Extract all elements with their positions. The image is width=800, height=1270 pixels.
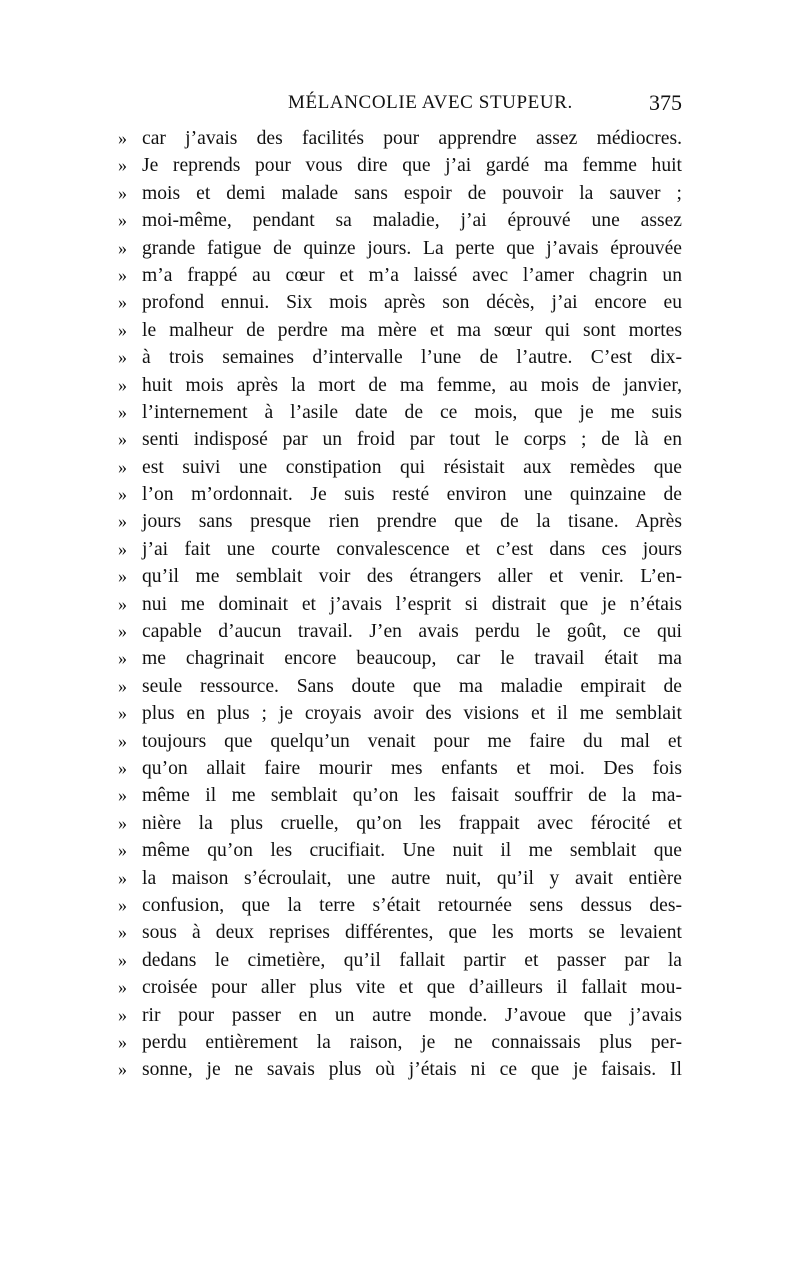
quotation-marker: » bbox=[118, 867, 127, 888]
line-text: sonne, je ne savais plus où j’étais ni ce que je faisais. Il bbox=[142, 1059, 682, 1081]
line-text: j’ai fait une courte convalescence et c’est dans ces jours bbox=[142, 538, 682, 560]
quotation-marker: » bbox=[118, 292, 127, 313]
text-line bbox=[118, 180, 682, 207]
line-text: même il me semblait qu’on les faisait souffrir de la ma- bbox=[142, 785, 682, 807]
line-text: le malheur de perdre ma mère et ma sœur qui sont mortes bbox=[142, 319, 682, 341]
line-text: sous à deux reprises différentes, que les morts se levaient bbox=[142, 922, 682, 944]
quotation-marker: » bbox=[118, 949, 127, 970]
quotation-marker: » bbox=[118, 1031, 127, 1052]
text-line bbox=[118, 755, 682, 782]
text-line bbox=[118, 235, 682, 262]
line-text: dedans le cimetière, qu’il fallait partir et passer par la bbox=[142, 949, 682, 971]
line-text: senti indisposé par un froid par tout le corps ; de là en bbox=[142, 429, 682, 451]
running-head bbox=[120, 92, 682, 118]
quotation-marker: » bbox=[118, 703, 127, 724]
text-line bbox=[118, 125, 682, 152]
text-line bbox=[118, 289, 682, 316]
quotation-marker: » bbox=[118, 922, 127, 943]
line-text: la maison s’écroulait, une autre nuit, qu’il y avait entière bbox=[142, 867, 682, 889]
text-line bbox=[118, 372, 682, 399]
quotation-marker: » bbox=[118, 128, 127, 148]
text-line bbox=[118, 426, 682, 453]
text-line bbox=[118, 947, 682, 974]
text-line bbox=[118, 344, 682, 371]
text-line bbox=[118, 728, 682, 755]
quotation-marker: » bbox=[118, 621, 127, 642]
quotation-marker: » bbox=[118, 484, 127, 505]
line-text: l’internement à l’asile date de ce mois, que je me suis bbox=[142, 401, 682, 423]
quotation-marker: » bbox=[118, 730, 127, 751]
text-line bbox=[118, 810, 682, 837]
text-line bbox=[118, 618, 682, 645]
line-text: huit mois après la mort de ma femme, au mois de janvier, bbox=[142, 374, 682, 396]
quotation-marker: » bbox=[118, 1004, 127, 1025]
line-text: seule ressource. Sans doute que ma maladie empirait de bbox=[142, 675, 682, 697]
line-text: mois et demi malade sans espoir de pouvoir la sauver ; bbox=[142, 182, 682, 204]
text-line bbox=[118, 1056, 682, 1083]
quotation-marker: » bbox=[118, 840, 127, 861]
quotation-marker: » bbox=[118, 648, 127, 669]
text-line bbox=[118, 481, 682, 508]
quotation-marker: » bbox=[118, 429, 127, 450]
line-text: est suivi une constipation qui résistait aux remèdes que bbox=[142, 456, 682, 478]
line-text: jours sans presque rien prendre que de la tisane. Après bbox=[142, 511, 682, 533]
text-line bbox=[118, 892, 682, 919]
quotation-marker: » bbox=[118, 401, 127, 422]
text-line bbox=[118, 317, 682, 344]
text-line bbox=[118, 1029, 682, 1056]
text-line bbox=[118, 454, 682, 481]
quotation-marker: » bbox=[118, 155, 127, 176]
text-line bbox=[118, 152, 682, 179]
text-line bbox=[118, 508, 682, 535]
line-text: moi-même, pendant sa maladie, j’ai éprouvé une assez bbox=[142, 210, 682, 232]
quotation-marker: » bbox=[118, 1059, 127, 1080]
line-text: m’a frappé au cœur et m’a laissé avec l’amer chagrin un bbox=[142, 264, 682, 286]
line-text: rir pour passer en un autre monde. J’avoue que j’avais bbox=[142, 1004, 682, 1026]
quotation-marker: » bbox=[118, 785, 127, 806]
line-text: l’on m’ordonnait. Je suis resté environ une quinzaine de bbox=[142, 484, 682, 506]
text-line bbox=[118, 974, 682, 1001]
quotation-marker: » bbox=[118, 894, 127, 915]
text-line bbox=[118, 700, 682, 727]
quotation-marker: » bbox=[118, 511, 127, 532]
page-number: 375 bbox=[649, 90, 682, 115]
text-line bbox=[118, 207, 682, 234]
line-text: capable d’aucun travail. J’en avais perdu le goût, ce qui bbox=[142, 621, 682, 643]
line-text: perdu entièrement la raison, je ne connaissais plus per- bbox=[142, 1031, 682, 1053]
line-text: plus en plus ; je croyais avoir des visions et il me semblait bbox=[142, 703, 682, 725]
line-text: qu’il me semblait voir des étrangers aller et venir. L’en- bbox=[142, 566, 682, 588]
quotation-marker: » bbox=[118, 757, 127, 778]
line-text: Je reprends pour vous dire que j’ai gardé ma femme huit bbox=[142, 155, 682, 177]
line-text: profond ennui. Six mois après son décès, j’ai encore eu bbox=[142, 292, 682, 314]
text-line bbox=[118, 591, 682, 618]
text-line bbox=[118, 536, 682, 563]
line-text: confusion, que la terre s’était retournée sens dessus des- bbox=[142, 894, 682, 916]
quotation-marker: » bbox=[118, 182, 127, 203]
line-text: à trois semaines d’intervalle l’une de l’autre. C’est dix- bbox=[142, 347, 682, 369]
text-line bbox=[118, 563, 682, 590]
text-line bbox=[118, 645, 682, 672]
quotation-marker: » bbox=[118, 374, 127, 395]
line-text: même qu’on les crucifiait. Une nuit il me semblait que bbox=[142, 840, 682, 862]
quotation-marker: » bbox=[118, 347, 127, 368]
quotation-marker: » bbox=[118, 264, 127, 285]
quotation-marker: » bbox=[118, 210, 127, 231]
line-text: grande fatigue de quinze jours. La perte que j’avais éprouvée bbox=[142, 237, 682, 259]
text-line bbox=[118, 399, 682, 426]
quotation-marker: » bbox=[118, 319, 127, 340]
running-title: MÉLANCOLIE AVEC STUPEUR. bbox=[288, 92, 573, 113]
text-line bbox=[118, 782, 682, 809]
quotation-marker: » bbox=[118, 566, 127, 587]
text-line bbox=[118, 865, 682, 892]
line-text: toujours que quelqu’un venait pour me faire du mal et bbox=[142, 730, 682, 752]
text-line bbox=[118, 262, 682, 289]
quotation-marker: » bbox=[118, 237, 127, 258]
quotation-marker: » bbox=[118, 593, 127, 614]
quotation-marker: » bbox=[118, 675, 127, 696]
quotation-marker: » bbox=[118, 456, 127, 477]
text-line bbox=[118, 919, 682, 946]
text-line bbox=[118, 837, 682, 864]
line-text: qu’on allait faire mourir mes enfants et moi. Des fois bbox=[142, 757, 682, 779]
line-text: croisée pour aller plus vite et que d’ailleurs il fallait mou- bbox=[142, 977, 682, 999]
line-text: nière la plus cruelle, qu’on les frappait avec férocité et bbox=[142, 812, 682, 834]
line-text: nui me dominait et j’avais l’esprit si distrait que je n’étais bbox=[142, 593, 682, 615]
quotation-marker: » bbox=[118, 538, 127, 559]
quotation-marker: » bbox=[118, 977, 127, 998]
text-line bbox=[118, 673, 682, 700]
quotation-marker: » bbox=[118, 812, 127, 833]
body-text bbox=[118, 125, 682, 1084]
line-text: me chagrinait encore beaucoup, car le travail était ma bbox=[142, 648, 682, 670]
line-text: car j’avais des facilités pour apprendre assez médiocres. bbox=[142, 128, 682, 149]
text-line bbox=[118, 1002, 682, 1029]
